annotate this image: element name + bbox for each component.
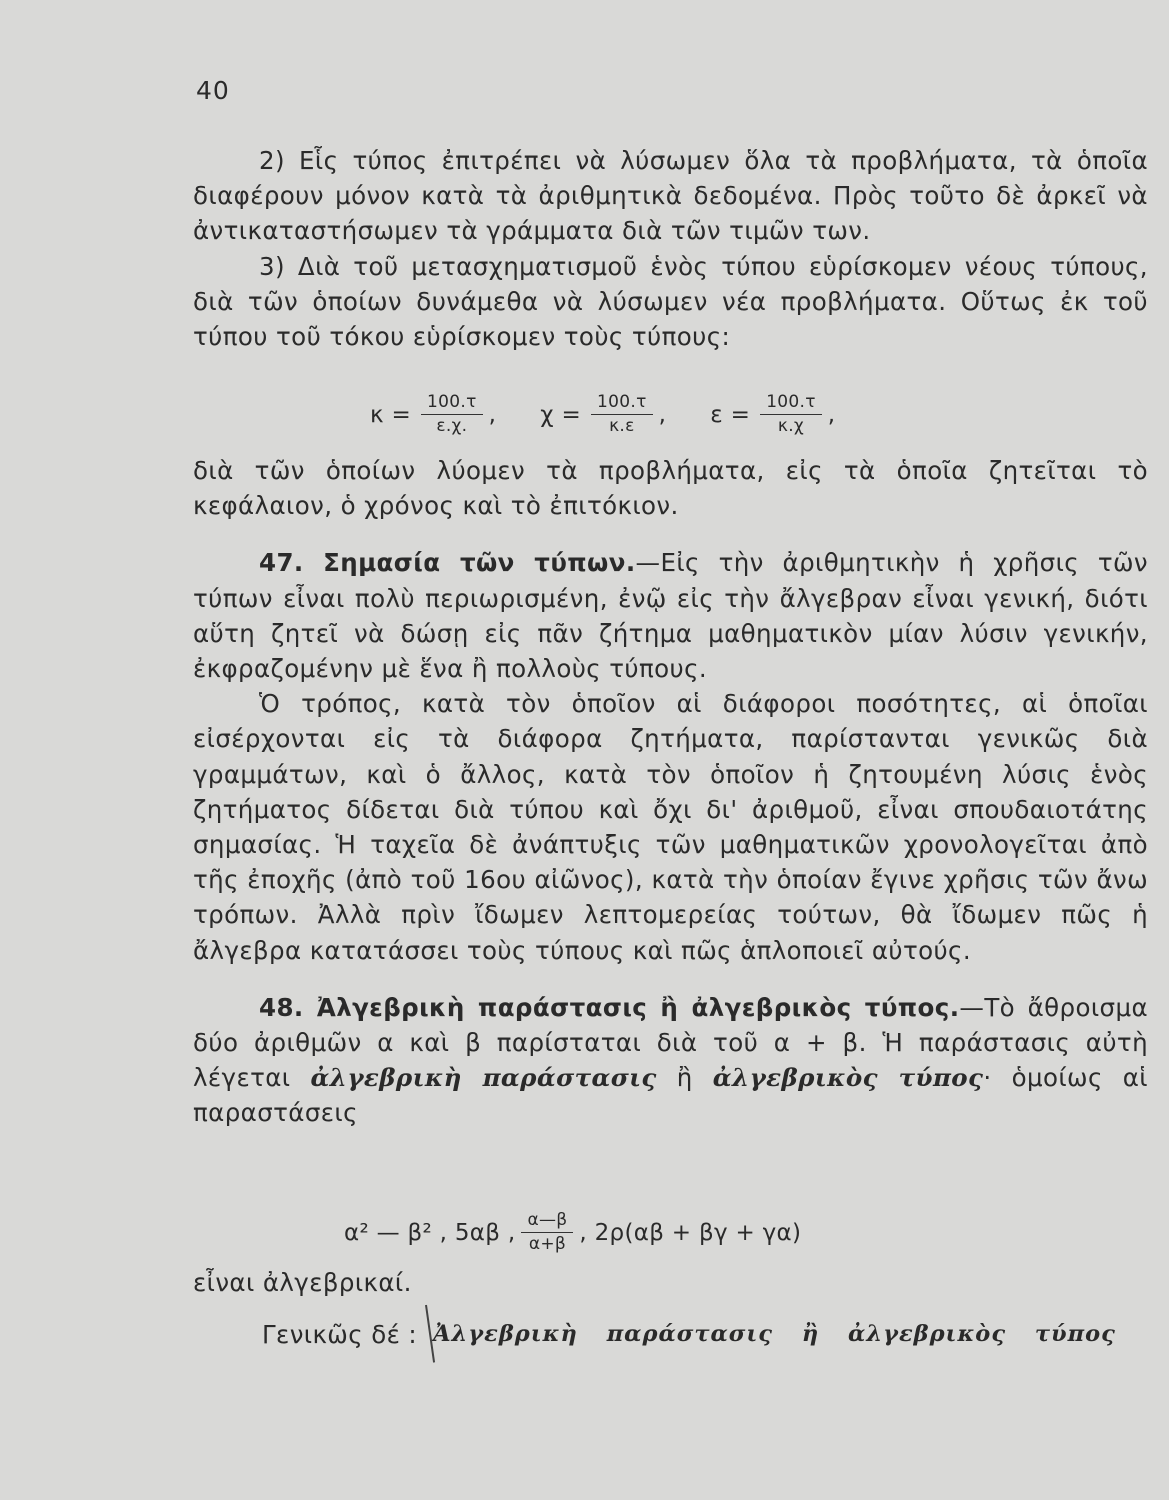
section-48-body-3: · ὁμοίως αἱ παραστάσεις bbox=[193, 1063, 1148, 1128]
section-47-heading: 47. Σημασία τῶν τύπων. bbox=[259, 548, 636, 578]
formula-k-lhs: κ = bbox=[370, 401, 412, 428]
section-47-body: —Εἰς τὴν ἀριθμητικὴν ἡ χρῆσις τῶν τύπων εἶναι πολὺ περιωρισμένη, ἐνῷ εἰς τὴν ἄλγεβραν εἶναι γενική, διότι αὕτη ζητεῖ νὰ δώσῃ εἰς πᾶν ζήτημα μαθηματικὸν μίαν λύσιν γενικήν, ἐκφραζομένην μὲ ἕνα ἢ πολλοὺς τύπους. bbox=[193, 548, 1148, 684]
algebra-fraction bbox=[521, 1212, 573, 1253]
formula-e-separator: , bbox=[827, 401, 836, 428]
formula-x-denominator: κ.ε bbox=[609, 416, 635, 436]
section-48-body-2: ἢ bbox=[656, 1063, 713, 1093]
section-48-body-1: —Τὸ ἄθροισμα δύο ἀριθμῶν α καὶ β παρίσταται διὰ τοῦ α + β. Ἡ παράστασις αὐτὴ λέγεται bbox=[193, 992, 1149, 1093]
section-48-conclusion: εἶναι ἀλγεβρικαί. bbox=[193, 1268, 412, 1297]
section-47-paragraph-2: Ὁ τρόπος, κατὰ τὸν ὁποῖον αἱ διάφοροι ποσότητες, αἱ ὁποῖαι εἰσέρχονται εἰς τὰ διάφορα ζητήματα, παρίστανται γενικῶς διὰ γραμμάτων, καὶ ὁ ἄλλος, κατὰ τὸν ὁποῖον ἡ ζητουμένη λύσις ἑνὸς ζητήματος δίδεται διὰ τύπου καὶ ὄχι δι' ἀριθμοῦ, εἶναι σπουδαιοτάτης σημασίας. Ἡ ταχεῖα δὲ ἀνάπτυξις τῶν μαθηματικῶν χρονολογεῖται ἀπὸ τῆς ἐποχῆς (ἀπὸ τοῦ 16ου αἰῶνος), κατὰ τὴν ὁποίαν ἔγινε χρῆσις τῶν ἄνω τρόπων. Ἀλλὰ πρὶν ἴδωμεν λεπτομερείας τούτων, θὰ ἴδωμεν πῶς ἡ ἄλγεβρα κατατάσσει τοὺς τύπους καὶ πῶς ἁπλοποιεῖ αὐτούς. bbox=[193, 689, 1148, 965]
definition-word-5: τύπος bbox=[1034, 1321, 1116, 1347]
algebra-expr-part2: , 2ρ(αβ + βγ + γα) bbox=[579, 1219, 802, 1246]
paragraph-3: 3) Διὰ τοῦ μετασχηματισμοῦ ἑνὸς τύπου εὑρίσκομεν νέους τύπους, διὰ τῶν ὁποίων δυνάμεθα νὰ λύσωμεν νέα προβλήματα. Οὕτως ἐκ τοῦ τύπου τοῦ τόκου εὑρίσκομεν τοὺς τύπους: bbox=[193, 251, 1148, 352]
formula-x-lhs: χ = bbox=[540, 401, 582, 428]
general-definition-line bbox=[262, 1305, 1136, 1363]
general-label: Γενικῶς δέ : bbox=[262, 1319, 418, 1349]
term-algebraic-expression: ἀλγεβρικὴ παράστασις bbox=[310, 1063, 657, 1093]
algebra-expressions bbox=[344, 1212, 801, 1253]
definition-word-4: ἀλγεβρικὸς bbox=[848, 1321, 1007, 1347]
formula-e-numerator: 100.τ bbox=[760, 394, 822, 415]
formula-e-fraction bbox=[760, 394, 822, 435]
general-definition-text bbox=[433, 1321, 1136, 1347]
block-intro bbox=[193, 143, 1148, 354]
algebra-expr-part1: α² — β² , 5αβ , bbox=[344, 1219, 516, 1246]
formula-k-denominator: ε.χ. bbox=[436, 416, 468, 436]
algebra-fraction-numerator: α—β bbox=[521, 1212, 573, 1233]
block-after-expressions bbox=[193, 1265, 1148, 1300]
term-algebraic-formula: ἀλγεβρικὸς τύπος bbox=[712, 1063, 984, 1093]
section-47 bbox=[193, 545, 1148, 686]
formula-e-lhs: ε = bbox=[710, 401, 751, 428]
formula-k-fraction bbox=[421, 394, 483, 435]
formula-x-separator: , bbox=[658, 401, 667, 428]
section-48-heading: 48. Ἀλγεβρικὴ παράστασις ἢ ἀλγεβρικὸς τύπος. bbox=[259, 992, 960, 1022]
section-48 bbox=[193, 990, 1148, 1131]
page-number: 40 bbox=[196, 76, 230, 105]
definition-word-1: Ἀλγεβρικὴ bbox=[433, 1321, 578, 1347]
formula-x-fraction bbox=[591, 394, 653, 435]
interest-formulas bbox=[370, 394, 835, 435]
formula-k-numerator: 100.τ bbox=[421, 394, 483, 415]
paragraph-3-continuation: διὰ τῶν ὁποίων λύομεν τὰ προβλήματα, εἰς τὰ ὁποῖα ζητεῖται τὸ κεφάλαιον, ὁ χρόνος καὶ τὸ ἐπιτόκιον. bbox=[193, 456, 1148, 521]
definition-word-3: ἢ bbox=[801, 1321, 820, 1347]
paragraph-2: 2) Εἷς τύπος ἐπιτρέπει νὰ λύσωμεν ὅλα τὰ προβλήματα, τὰ ὁποῖα διαφέρουν μόνον κατὰ τὰ ἀριθμητικὰ δεδομένα. Πρὸς τοῦτο δὲ ἀρκεῖ νὰ ἀντικαταστήσωμεν τὰ γράμματα διὰ τῶν τιμῶν των. bbox=[193, 146, 1148, 246]
formula-e-denominator: κ.χ bbox=[777, 416, 805, 436]
formula-k-separator: , bbox=[488, 401, 497, 428]
definition-word-2: παράστασις bbox=[606, 1321, 773, 1347]
formula-x-numerator: 100.τ bbox=[591, 394, 653, 415]
algebra-fraction-denominator: α+β bbox=[528, 1234, 567, 1254]
block-sections bbox=[193, 453, 1148, 1131]
